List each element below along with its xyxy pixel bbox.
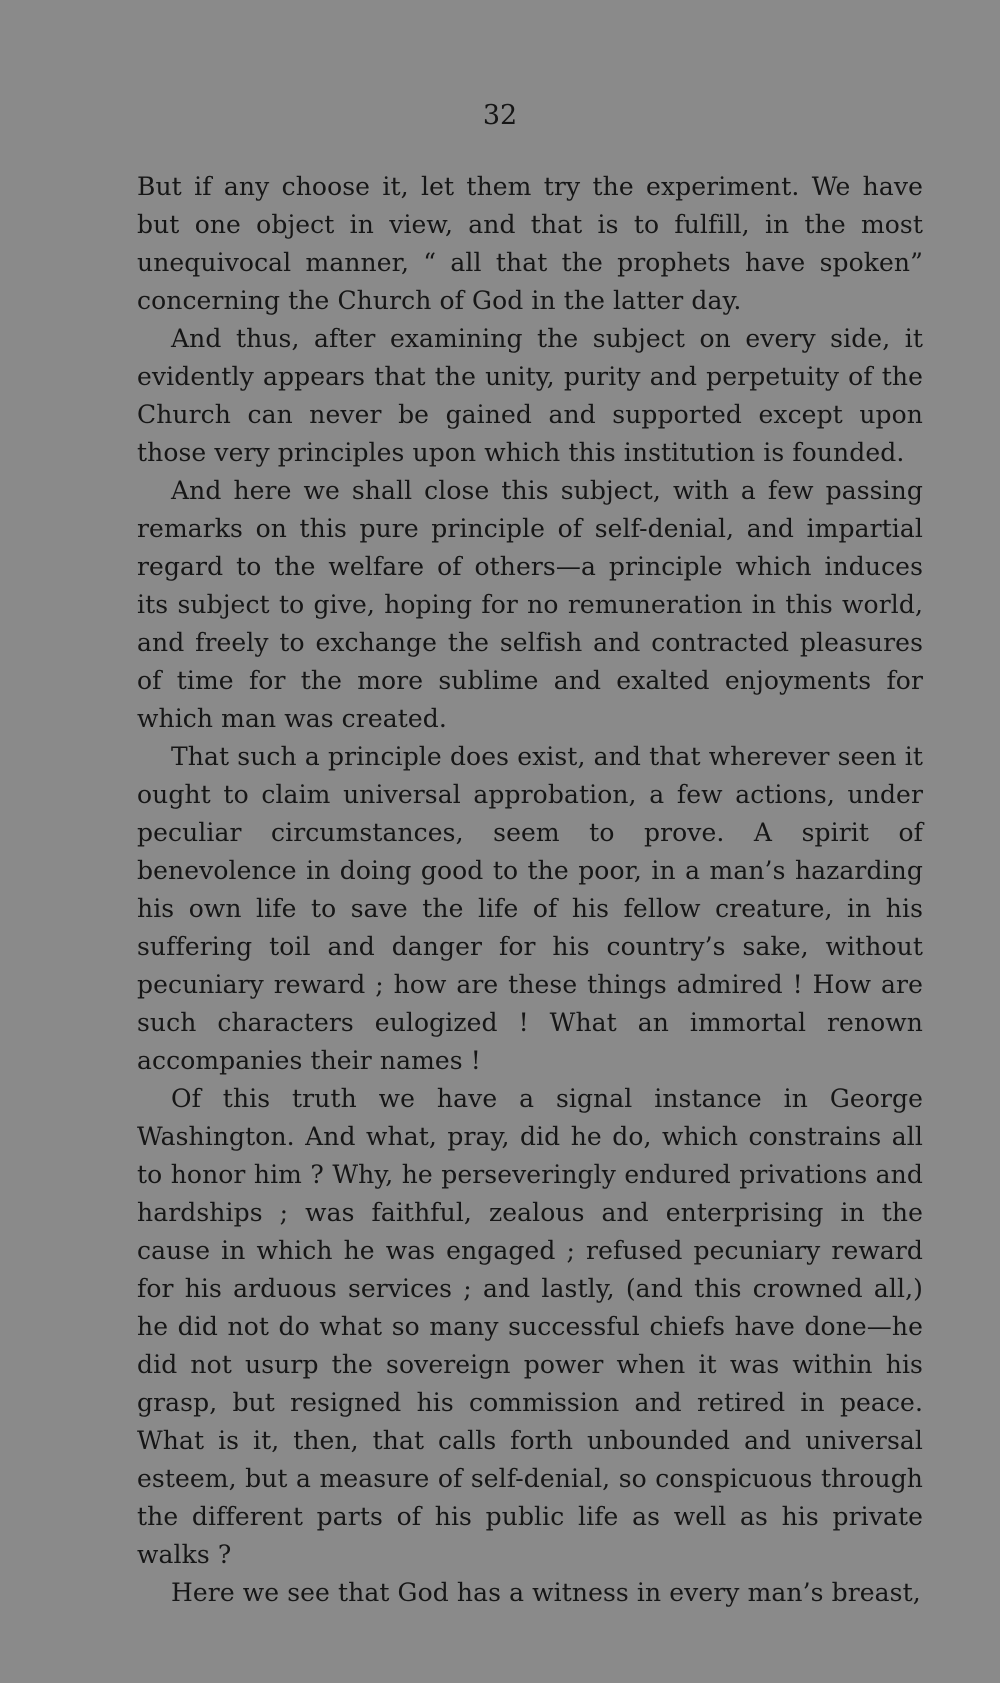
paragraph: Here we see that God has a witness in every man’s breast, [171,1578,921,1607]
page-number: 32 [482,100,518,131]
paragraph: Of this truth we have a signal instance in George Washington. And what, pray, did he do, which constrains all to honor him ? Why, he perseveringly endured privations and hardships ; was faithful, zealous and enterprising in the cause in which he was engaged ; refused pecuniary reward for his arduous services ; and lastly, (and this crowned all,) he did not do what so many successful chiefs have done—he did not usurp the sovereign power when it was within his grasp, but resigned his commission and retired in peace. What is it, then, that calls forth unbounded and universal esteem, but a measure of self-denial, so conspicuous through the different parts of his public life as well as his private walks ? [137,1084,923,1569]
paragraph: And thus, after examining the subject on every side, it evidently appears that the unity, purity and perpetuity of the Church can never be gained and supported except upon those very principles upon which this institution is founded. [137,324,923,467]
paragraph: But if any choose it, let them try the experiment. We have but one object in view, and that is to fulfill, in the most unequivocal manner, “ all that the prophets have spoken” concerning the Church of God in the latter day. [137,172,923,315]
page-body-text [137,168,923,1612]
paragraph: And here we shall close this subject, with a few passing remarks on this pure principle of self-denial, and impartial regard to the welfare of others—a principle which induces its subject to give, hoping for no remuneration in this world, and freely to exchange the selfish and contracted pleasures of time for the more sublime and exalted enjoyments for which man was created. [137,476,923,733]
paragraph: That such a principle does exist, and that wherever seen it ought to claim universal approbation, a few actions, under peculiar circumstances, seem to prove. A spirit of benevolence in doing good to the poor, in a man’s hazarding his own life to save the life of his fellow creature, in his suffering toil and danger for his country’s sake, without pecuniary reward ; how are these things admired ! How are such characters eulogized ! What an immortal renown accompanies their names ! [137,742,923,1075]
